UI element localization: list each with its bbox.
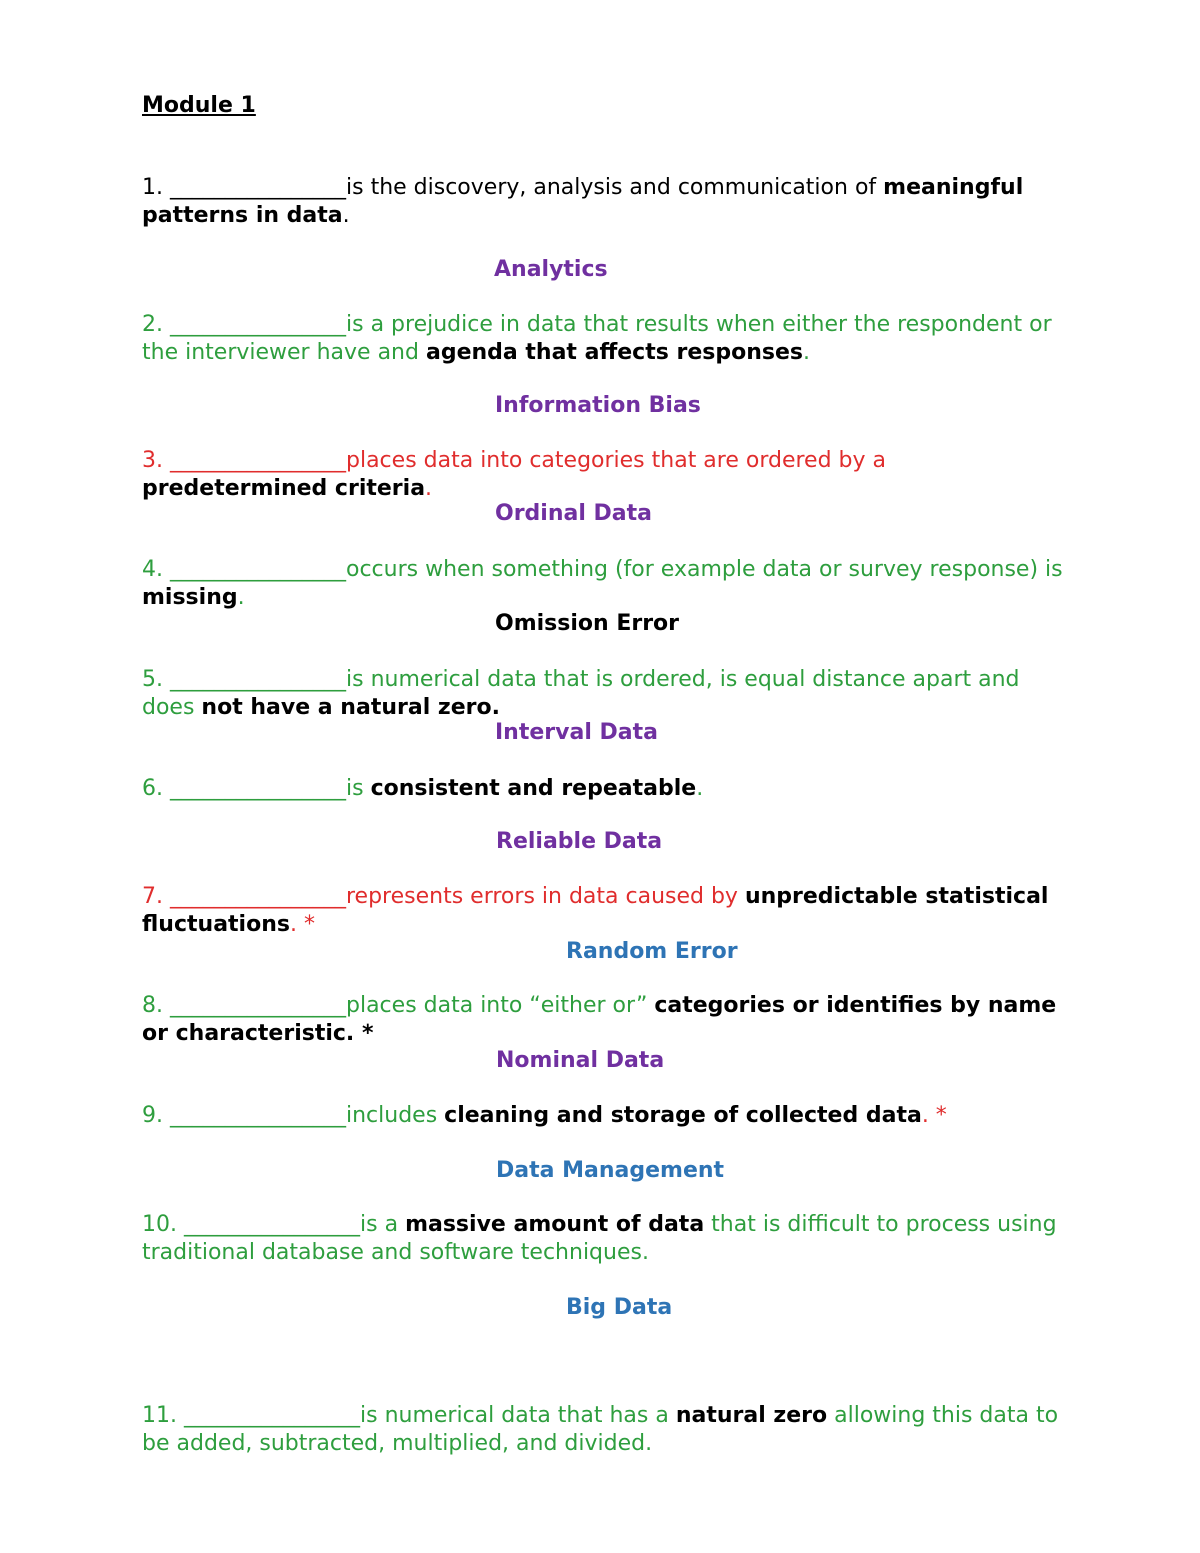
question-end: . — [342, 203, 350, 228]
question-text: is numerical data that has a — [360, 1403, 669, 1428]
question-bold-text: unpredictable statistical fluctuations — [142, 884, 1049, 937]
question-4 — [142, 556, 1072, 612]
answer-2: Information Bias — [495, 393, 701, 418]
question-text: represents errors in data caused by — [346, 884, 738, 909]
answer-blank: ________________ — [184, 1212, 360, 1237]
question-end: . — [237, 585, 245, 610]
question-text: includes — [346, 1103, 438, 1128]
question-11 — [142, 1402, 1072, 1458]
question-number: 3. — [142, 448, 163, 473]
question-6 — [142, 775, 1072, 803]
question-text-continued: that is difficult to process using traditional database and software techniques. — [142, 1212, 1057, 1265]
question-end: . — [696, 776, 704, 801]
question-number: 5. — [142, 667, 163, 692]
answer-blank: ________________ — [170, 448, 346, 473]
answer-6: Reliable Data — [496, 829, 663, 854]
answer-blank: ________________ — [170, 667, 346, 692]
question-bold-text: agenda that affects responses — [425, 340, 803, 365]
question-bold-text: consistent and repeatable — [370, 776, 697, 801]
question-7 — [142, 883, 1072, 939]
question-bold-text: natural zero — [675, 1403, 828, 1428]
question-number: 10. — [142, 1212, 177, 1237]
question-text: is a — [360, 1212, 399, 1237]
question-number: 1. — [142, 175, 163, 200]
answer-blank: ________________ — [170, 175, 346, 200]
answer-blank: ________________ — [170, 1103, 346, 1128]
question-bold-text: missing — [142, 585, 238, 610]
question-1 — [142, 174, 1072, 230]
question-bold-text: meaningful patterns in data — [142, 175, 1024, 228]
question-number: 2. — [142, 312, 163, 337]
question-text: places data into categories that are ordered by a — [346, 448, 887, 473]
question-end: . — [803, 340, 810, 365]
question-5 — [142, 666, 1072, 722]
question-text: is — [346, 776, 364, 801]
question-number: 8. — [142, 993, 163, 1018]
answer-4: Omission Error — [495, 611, 680, 636]
question-end: . * — [921, 1103, 947, 1128]
answer-blank: ________________ — [170, 312, 346, 337]
page-title: Module 1 — [142, 93, 256, 118]
question-number: 7. — [142, 884, 163, 909]
question-bold-text: cleaning and storage of collected data — [444, 1103, 922, 1128]
answer-8: Nominal Data — [496, 1048, 665, 1073]
answer-5: Interval Data — [495, 720, 658, 745]
answer-blank: ________________ — [170, 993, 346, 1018]
question-number: 9. — [142, 1103, 163, 1128]
question-bold-text: predetermined criteria — [142, 476, 426, 501]
answer-7: Random Error — [566, 939, 738, 964]
question-bold-text: massive amount of data — [405, 1212, 705, 1237]
question-text: is a prejudice in data that results when either the respondent or the interviewer have and — [142, 312, 1052, 365]
answer-blank: ________________ — [170, 557, 346, 582]
answer-10: Big Data — [566, 1295, 673, 1320]
question-text: places data into “either or” — [346, 993, 648, 1018]
question-end: . * — [289, 912, 315, 937]
question-10 — [142, 1211, 1072, 1267]
answer-blank: ________________ — [170, 776, 346, 801]
question-text: is numerical data that is ordered, is equal distance apart and does — [142, 667, 1020, 720]
question-number: 6. — [142, 776, 163, 801]
answer-1: Analytics — [494, 257, 608, 282]
answer-blank: ________________ — [170, 884, 346, 909]
answer-9: Data Management — [496, 1158, 725, 1183]
question-bold-text: categories or identifies by name or characteristic. * — [142, 993, 1057, 1046]
question-text-continued: allowing this data to be added, subtracted, multiplied, and divided. — [142, 1403, 1059, 1456]
question-end: . — [425, 476, 433, 501]
question-text: occurs when something (for example data or survey response) is — [346, 557, 1063, 582]
question-bold-text: not have a natural zero. — [201, 695, 500, 720]
question-number: 11. — [142, 1403, 177, 1428]
answer-3: Ordinal Data — [495, 501, 653, 526]
question-number: 4. — [142, 557, 163, 582]
question-2 — [142, 311, 1072, 367]
question-3 — [142, 447, 1072, 503]
question-9 — [142, 1102, 1072, 1130]
question-text: is the discovery, analysis and communication of — [346, 175, 877, 200]
answer-blank: ________________ — [184, 1403, 360, 1428]
question-8 — [142, 992, 1072, 1048]
